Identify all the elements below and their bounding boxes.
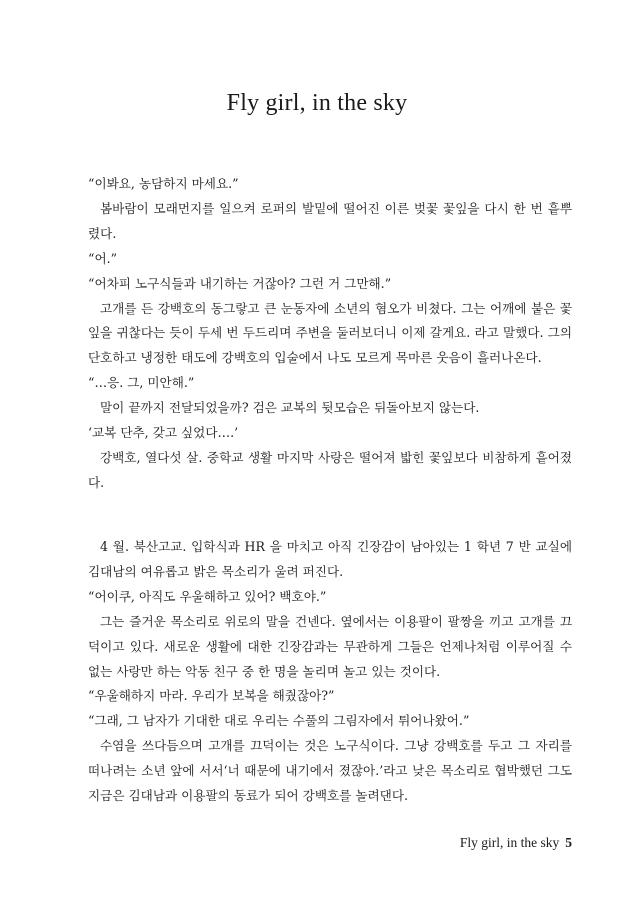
body-section-1 — [88, 172, 572, 496]
paragraph: “어이쿠, 아직도 우울해하고 있어? 백호야.” — [88, 588, 327, 604]
paragraph: “…응. 그, 미안해.” — [88, 375, 195, 391]
page-title: Fly girl, in the sky — [226, 90, 408, 116]
body-section-2 — [88, 535, 572, 809]
paragraph: 강백호, 열다섯 살. 중학교 생활 마지막 사랑은 떨어져 밟힌 꽃잎보다 비참하게 흩어졌다. — [88, 449, 572, 490]
paragraph: 고개를 든 강백호의 동그랗고 큰 눈동자에 소년의 혐오가 비쳤다. 그는 어깨에 붙은 꽃잎을 귀찮다는 듯이 두세 번 두드리며 주변을 둘러보더니 이제 갈게요. 라고 말했다. 그의 단호하고 냉정한 태도에 강백호의 입술에서 나도 모르게 목마른 웃음이 흘러나온다. — [88, 300, 572, 366]
page-footer — [460, 835, 572, 851]
page-number: 5 — [565, 835, 572, 850]
running-footer-title: Fly girl, in the sky — [459, 835, 560, 850]
paragraph: 4 월. 북산고교. 입학식과 HR 을 마치고 아직 긴장감이 남아있는 1 학년 7 반 교실에 김대남의 여유롭고 밝은 목소리가 울려 퍼진다. — [88, 539, 572, 579]
paragraph: 수염을 쓰다듬으며 고개를 끄덕이는 것은 노구식이다. 그냥 강백호를 두고 그 자리를 떠나려는 소년 앞에 서서‘너 때문에 내기에서 졌잖아.’라고 낮은 목소리로 협박했던 그도 지금은 김대남과 이용팔의 동료가 되어 강백호를 놀려댄다. — [88, 738, 572, 804]
paragraph: “우울해하지 마라. 우리가 보복을 해줬잖아?” — [88, 688, 335, 704]
paragraph: 말이 끝까지 전달되었을까? 검은 교복의 뒷모습은 뒤돌아보지 않는다. — [100, 400, 480, 416]
paragraph: ‘교복 단추, 갖고 싶었다….’ — [88, 425, 239, 441]
paragraph: 그는 즐거운 목소리로 위로의 말을 건넨다. 옆에서는 이용팔이 팔짱을 끼고 고개를 끄덕이고 있다. 새로운 생활에 대한 긴장감과는 무관하게 그들은 언제나처럼 이루어질 수 없는 사랑만 하는 악동 친구 중 한 명을 놀리며 놀고 있는 것이다. — [88, 613, 572, 679]
paragraph: “그래, 그 남자가 기대한 대로 우리는 수풀의 그림자에서 튀어나왔어.” — [88, 713, 470, 729]
paragraph: “이봐요, 농담하지 마세요.” — [88, 176, 239, 191]
paragraph: “어.” — [88, 250, 118, 266]
paragraph: “어차피 노구식들과 내기하는 거잖아? 그런 거 그만해.” — [88, 275, 392, 291]
paragraph: 봄바람이 모래먼지를 일으켜 로퍼의 발밑에 떨어진 이른 벚꽃 꽃잎을 다시 한 번 흩뿌렸다. — [88, 200, 572, 241]
